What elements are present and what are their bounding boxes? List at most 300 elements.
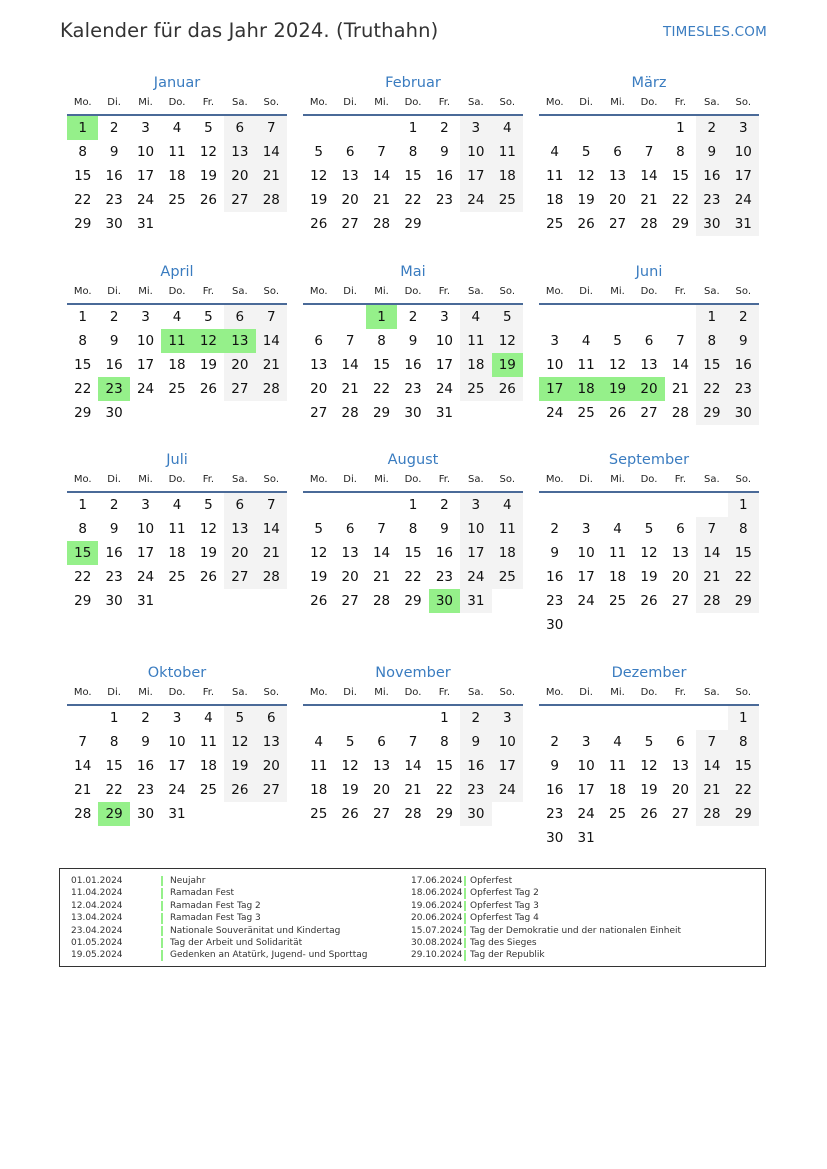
- day-cell: 9: [109, 521, 119, 537]
- day-cell: 25: [168, 381, 186, 397]
- month-dezember: [539, 662, 759, 850]
- day-cell: 27: [310, 405, 328, 421]
- day-cell: 4: [613, 521, 622, 537]
- holiday-name: Opferfest Tag 2: [470, 888, 539, 899]
- day-cell: 26: [310, 593, 328, 609]
- day-cell: 31: [136, 593, 155, 609]
- day-cell: 19: [199, 545, 218, 561]
- weekday-label: So.: [735, 286, 752, 297]
- day-cell: 1: [109, 710, 119, 726]
- day-cell: 4: [613, 734, 622, 750]
- day-cell: 7: [377, 144, 386, 160]
- weekday-label: Fr.: [438, 474, 451, 485]
- day-cell-holiday: 23: [98, 377, 129, 401]
- month-title: Oktober: [147, 665, 207, 681]
- day-cell: 14: [372, 545, 391, 561]
- weekday-label: Di.: [579, 286, 593, 297]
- day-cell: 14: [372, 168, 391, 184]
- holiday-name: Gedenken an Atatürk, Jugend- und Sporttag: [170, 950, 368, 961]
- day-cell: 17: [168, 758, 186, 774]
- day-cell: 30: [105, 593, 123, 609]
- day-cell: 3: [550, 333, 559, 349]
- empty-cell: [366, 493, 397, 517]
- day-cell-weekend: 29: [728, 589, 759, 613]
- days-grid: [303, 305, 523, 425]
- day-cell: 7: [644, 144, 654, 160]
- day-cell: 23: [546, 806, 564, 822]
- day-cell: 8: [78, 521, 87, 537]
- day-cell: 25: [199, 782, 218, 798]
- empty-cell: [334, 116, 365, 140]
- day-cell: 22: [404, 192, 422, 208]
- day-cell: 11: [577, 357, 595, 373]
- holiday-date: 12.04.2024: [71, 900, 123, 911]
- day-cell: 5: [613, 333, 622, 349]
- day-cell: 6: [613, 144, 622, 160]
- day-cell: 15: [435, 758, 454, 774]
- day-cell-weekend: 20: [224, 541, 255, 565]
- weekday-label: So.: [735, 474, 752, 485]
- day-cell-weekend: 15: [728, 754, 759, 778]
- holiday-name: Opferfest: [470, 876, 513, 886]
- day-cell-holiday: 20: [633, 377, 664, 401]
- day-cell: 13: [640, 357, 658, 373]
- weekday-label: Mo.: [545, 687, 564, 698]
- day-cell: 7: [345, 333, 355, 349]
- day-cell-weekend: 24: [492, 778, 523, 802]
- day-cell-weekend: 10: [492, 730, 523, 754]
- day-cell-weekend: 23: [728, 377, 759, 401]
- day-cell: 22: [372, 381, 391, 397]
- weekday-label: Sa.: [704, 286, 720, 297]
- weekday-label: Do.: [168, 286, 186, 297]
- weekday-label: Do.: [404, 97, 422, 108]
- day-cell: 1: [408, 120, 418, 136]
- day-cell-weekend: 15: [728, 541, 759, 565]
- day-cell-weekend: 10: [460, 517, 491, 541]
- day-cell-weekend: 21: [256, 164, 287, 188]
- day-cell: 5: [644, 521, 654, 537]
- day-cell: 5: [204, 309, 213, 325]
- day-cell: 5: [581, 144, 591, 160]
- weekday-label: Mi.: [374, 474, 389, 485]
- holiday-marker: [464, 926, 466, 936]
- day-cell: 18: [168, 545, 186, 561]
- weekday-label: Fr.: [202, 687, 215, 698]
- day-cell: 24: [577, 806, 595, 822]
- day-cell: 30: [546, 830, 564, 846]
- day-cell: 15: [404, 545, 422, 561]
- day-cell: 12: [199, 144, 218, 160]
- holiday-date: 01.01.2024: [71, 876, 123, 886]
- month-title: Juli: [166, 452, 188, 468]
- day-cell: 26: [199, 192, 218, 208]
- days-grid: [303, 116, 523, 236]
- weekday-label: Di.: [107, 97, 121, 108]
- month-februar: [303, 72, 523, 236]
- day-cell: 13: [671, 758, 690, 774]
- day-cell: 17: [577, 569, 595, 585]
- day-cell-weekend: 8: [728, 730, 759, 754]
- day-cell: 31: [168, 806, 186, 822]
- day-cell-holiday: 30: [429, 589, 460, 613]
- day-cell: 11: [608, 758, 627, 774]
- day-cell: 18: [168, 168, 186, 184]
- weekday-label: Sa.: [232, 687, 248, 698]
- day-cell: 6: [345, 144, 355, 160]
- holiday-marker: [464, 901, 466, 911]
- month-title: Februar: [385, 75, 441, 91]
- holiday-name: Opferfest Tag 3: [470, 900, 539, 911]
- day-cell: 12: [640, 758, 658, 774]
- empty-cell: [303, 116, 334, 140]
- weekday-label: Mi.: [610, 286, 625, 297]
- day-cell: 4: [172, 120, 182, 136]
- day-cell: 10: [546, 357, 564, 373]
- empty-cell: [633, 116, 664, 140]
- day-cell: 16: [546, 569, 564, 585]
- day-cell: 18: [608, 782, 627, 798]
- day-cell-weekend: 30: [460, 802, 491, 826]
- day-cell: 19: [640, 782, 658, 798]
- day-cell: 4: [172, 497, 182, 513]
- day-cell: 6: [314, 333, 323, 349]
- holiday-marker: [161, 913, 163, 923]
- day-cell: 8: [377, 333, 386, 349]
- day-cell: 9: [109, 333, 119, 349]
- weekday-label: Mo.: [309, 687, 328, 698]
- month-title: März: [631, 75, 667, 91]
- day-cell-weekend: 28: [696, 802, 727, 826]
- weekday-label: Di.: [107, 474, 121, 485]
- weekday-label: Mo.: [73, 687, 92, 698]
- day-cell: 18: [199, 758, 218, 774]
- weekday-header: [67, 684, 287, 704]
- day-cell: 15: [74, 357, 92, 373]
- day-cell: 22: [671, 192, 690, 208]
- empty-cell: [366, 706, 397, 730]
- day-cell: 14: [671, 357, 690, 373]
- weekday-label: Mo.: [73, 286, 92, 297]
- empty-cell: [696, 706, 727, 730]
- day-cell-weekend: 20: [256, 754, 287, 778]
- day-cell-weekend: 25: [492, 565, 523, 589]
- empty-cell: [334, 305, 365, 329]
- days-grid: [539, 493, 759, 637]
- holiday-legend-row: [60, 875, 367, 887]
- day-cell: 16: [105, 357, 123, 373]
- day-cell-weekend: 21: [696, 778, 727, 802]
- day-cell: 3: [440, 309, 449, 325]
- weekday-header: [303, 283, 523, 303]
- holiday-marker: [464, 876, 466, 886]
- holiday-legend-row: [411, 949, 681, 961]
- weekday-label: Mo.: [545, 97, 564, 108]
- empty-cell: [633, 706, 664, 730]
- day-cell: 24: [546, 405, 564, 421]
- day-cell: 29: [74, 216, 92, 232]
- day-cell: 10: [435, 333, 454, 349]
- weekday-label: Sa.: [704, 474, 720, 485]
- day-cell: 22: [435, 782, 454, 798]
- day-cell: 29: [404, 216, 422, 232]
- day-cell-weekend: 12: [492, 329, 523, 353]
- holiday-legend-row: [411, 912, 681, 924]
- weekday-label: Mi.: [138, 687, 153, 698]
- day-cell: 12: [608, 357, 627, 373]
- day-cell-weekend: 21: [256, 353, 287, 377]
- day-cell: 5: [204, 497, 213, 513]
- weekday-label: Mo.: [545, 474, 564, 485]
- day-cell: 13: [341, 545, 359, 561]
- weekday-label: Mi.: [138, 474, 153, 485]
- day-cell-holiday: 1: [67, 116, 98, 140]
- day-cell: 23: [105, 569, 123, 585]
- days-grid: [303, 706, 523, 826]
- day-cell: 22: [74, 192, 92, 208]
- day-cell: 26: [608, 405, 627, 421]
- day-cell: 5: [204, 120, 213, 136]
- day-cell-weekend: 23: [460, 778, 491, 802]
- weekday-header: [67, 94, 287, 114]
- day-cell-weekend: 9: [728, 329, 759, 353]
- weekday-label: Fr.: [202, 474, 215, 485]
- day-cell: 16: [546, 782, 564, 798]
- day-cell-weekend: 1: [728, 706, 759, 730]
- day-cell-holiday: 29: [98, 802, 129, 826]
- holiday-legend-row: [411, 937, 681, 949]
- day-cell: 29: [435, 806, 454, 822]
- day-cell: 2: [440, 120, 449, 136]
- day-cell: 17: [577, 782, 595, 798]
- day-cell-weekend: 30: [728, 401, 759, 425]
- brand-link[interactable]: TIMESLES.COM: [663, 24, 767, 40]
- days-grid: [67, 116, 287, 236]
- day-cell: 14: [341, 357, 359, 373]
- day-cell-weekend: 25: [492, 188, 523, 212]
- holiday-legend-row: [60, 925, 367, 937]
- day-cell-weekend: 22: [728, 778, 759, 802]
- holiday-date: 17.06.2024: [411, 876, 463, 886]
- day-cell: 2: [408, 309, 418, 325]
- day-cell-weekend: 17: [492, 754, 523, 778]
- weekday-label: Di.: [343, 474, 357, 485]
- holiday-marker: [464, 913, 466, 923]
- empty-cell: [539, 493, 570, 517]
- day-cell: 25: [546, 216, 564, 232]
- day-cell: 12: [640, 545, 658, 561]
- day-cell-weekend: 28: [696, 589, 727, 613]
- day-cell: 6: [377, 734, 386, 750]
- month-title: Mai: [400, 264, 426, 280]
- day-cell: 11: [546, 168, 564, 184]
- empty-cell: [602, 706, 633, 730]
- weekday-label: Mi.: [138, 286, 153, 297]
- day-cell-weekend: 29: [728, 802, 759, 826]
- day-cell-weekend: 6: [224, 493, 255, 517]
- empty-cell: [334, 706, 365, 730]
- day-cell: 28: [372, 216, 391, 232]
- day-cell-weekend: 11: [460, 329, 491, 353]
- day-cell: 23: [435, 192, 454, 208]
- day-cell: 16: [105, 545, 123, 561]
- weekday-label: Fr.: [202, 286, 215, 297]
- day-cell-weekend: 22: [696, 377, 727, 401]
- day-cell: 18: [168, 357, 186, 373]
- day-cell-holiday: 11: [161, 329, 192, 353]
- weekday-header: [67, 283, 287, 303]
- day-cell: 11: [608, 545, 627, 561]
- day-cell: 20: [372, 782, 391, 798]
- day-cell: 25: [608, 806, 627, 822]
- day-cell: 3: [141, 309, 150, 325]
- weekday-label: Fr.: [202, 97, 215, 108]
- day-cell: 28: [404, 806, 422, 822]
- month-märz: [539, 72, 759, 236]
- day-cell-weekend: 9: [696, 140, 727, 164]
- day-cell-weekend: 5: [492, 305, 523, 329]
- holiday-marker: [161, 901, 163, 911]
- month-title: April: [160, 264, 194, 280]
- day-cell: 25: [577, 405, 595, 421]
- day-cell: 19: [341, 782, 359, 798]
- day-cell: 23: [404, 381, 422, 397]
- day-cell: 9: [440, 144, 449, 160]
- weekday-label: Mo.: [545, 286, 564, 297]
- day-cell: 12: [199, 521, 218, 537]
- day-cell-weekend: 21: [256, 541, 287, 565]
- weekday-label: Do.: [640, 97, 658, 108]
- days-grid: [303, 493, 523, 613]
- day-cell-holiday: 1: [366, 305, 397, 329]
- weekday-label: Di.: [343, 687, 357, 698]
- holiday-legend-row: [411, 925, 681, 937]
- day-cell-weekend: 14: [696, 754, 727, 778]
- weekday-label: Do.: [404, 474, 422, 485]
- day-cell-weekend: 16: [460, 754, 491, 778]
- day-cell: 11: [199, 734, 218, 750]
- empty-cell: [303, 493, 334, 517]
- empty-cell: [303, 706, 334, 730]
- day-cell-weekend: 13: [256, 730, 287, 754]
- day-cell: 2: [109, 309, 119, 325]
- day-cell-weekend: 29: [696, 401, 727, 425]
- day-cell: 11: [310, 758, 328, 774]
- day-cell-weekend: 28: [256, 565, 287, 589]
- day-cell: 8: [109, 734, 119, 750]
- day-cell: 4: [550, 144, 559, 160]
- day-cell-weekend: 5: [224, 706, 255, 730]
- day-cell: 8: [408, 144, 418, 160]
- day-cell: 30: [136, 806, 155, 822]
- day-cell: 27: [640, 405, 658, 421]
- day-cell: 4: [581, 333, 591, 349]
- weekday-header: [303, 684, 523, 704]
- holiday-date: 01.05.2024: [71, 937, 123, 948]
- holiday-legend-row: [411, 875, 681, 887]
- holiday-name: Tag der Republik: [470, 950, 545, 961]
- day-cell: 7: [78, 734, 87, 750]
- holiday-legend-column-2: [411, 875, 681, 962]
- day-cell: 29: [372, 405, 391, 421]
- empty-cell: [67, 706, 98, 730]
- month-april: [67, 261, 287, 425]
- day-cell: 19: [577, 192, 595, 208]
- day-cell-weekend: 7: [696, 517, 727, 541]
- day-cell: 3: [581, 521, 591, 537]
- day-cell-weekend: 26: [224, 778, 255, 802]
- day-cell: 26: [199, 381, 218, 397]
- day-cell: 3: [141, 497, 150, 513]
- day-cell: 11: [168, 144, 186, 160]
- weekday-label: So.: [499, 97, 516, 108]
- day-cell-weekend: 27: [256, 778, 287, 802]
- day-cell: 20: [310, 381, 328, 397]
- holiday-date: 20.06.2024: [411, 913, 463, 924]
- day-cell-weekend: 31: [728, 212, 759, 236]
- weekday-label: Fr.: [674, 474, 687, 485]
- page-title: Kalender für das Jahr 2024. (Truthahn): [60, 19, 439, 42]
- day-cell-weekend: 2: [728, 305, 759, 329]
- day-cell: 16: [136, 758, 155, 774]
- day-cell: 15: [671, 168, 690, 184]
- day-cell: 13: [310, 357, 328, 373]
- day-cell: 20: [341, 192, 359, 208]
- day-cell: 10: [168, 734, 186, 750]
- month-juni: [539, 261, 759, 425]
- day-cell-weekend: 26: [492, 377, 523, 401]
- weekday-header: [303, 471, 523, 491]
- day-cell: 16: [435, 545, 454, 561]
- weekday-label: Mi.: [138, 97, 153, 108]
- day-cell: 12: [310, 545, 328, 561]
- month-oktober: [67, 662, 287, 826]
- holiday-name: Tag der Demokratie und der nationalen Einheit: [470, 925, 682, 936]
- weekday-header: [539, 684, 759, 704]
- day-cell: 3: [141, 120, 150, 136]
- day-cell: 9: [440, 521, 449, 537]
- day-cell-weekend: 4: [460, 305, 491, 329]
- weekday-label: Fr.: [674, 687, 687, 698]
- day-cell: 27: [671, 806, 690, 822]
- day-cell-weekend: 28: [256, 188, 287, 212]
- days-grid: [539, 706, 759, 850]
- day-cell: 25: [608, 593, 627, 609]
- month-september: [539, 449, 759, 637]
- day-cell-weekend: 17: [728, 164, 759, 188]
- day-cell: 8: [440, 734, 449, 750]
- weekday-label: Mo.: [309, 97, 328, 108]
- day-cell-weekend: 25: [460, 377, 491, 401]
- day-cell: 20: [671, 569, 690, 585]
- day-cell: 25: [310, 806, 328, 822]
- day-cell-weekend: 13: [224, 517, 255, 541]
- holiday-legend-column-1: [60, 875, 367, 962]
- day-cell: 29: [74, 593, 92, 609]
- day-cell-weekend: 17: [460, 541, 491, 565]
- weekday-label: Di.: [579, 97, 593, 108]
- day-cell: 12: [577, 168, 595, 184]
- day-cell: 15: [372, 357, 391, 373]
- day-cell-weekend: 6: [224, 305, 255, 329]
- day-cell: 19: [310, 192, 328, 208]
- day-cell: 5: [314, 144, 323, 160]
- weekday-label: Fr.: [674, 286, 687, 297]
- day-cell-weekend: 14: [256, 329, 287, 353]
- weekday-label: So.: [263, 474, 280, 485]
- weekday-label: Mo.: [309, 286, 328, 297]
- day-cell: 24: [168, 782, 186, 798]
